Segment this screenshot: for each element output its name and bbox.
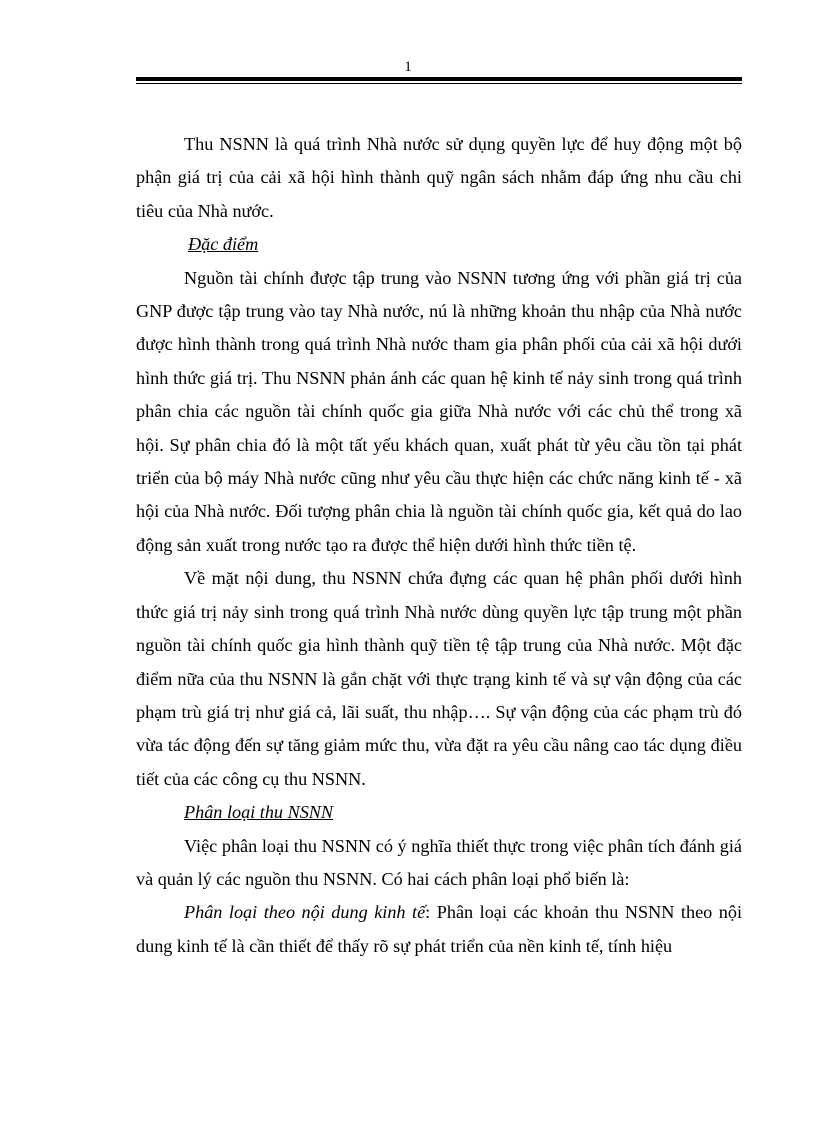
- paragraph-content: Về mặt nội dung, thu NSNN chứa đựng các quan hệ phân phối dưới hình thức giá trị nảy sinh trong quá trình Nhà nước dùng quyền lực tập trung một phần nguồn tài chính quốc gia hình thành quỹ tiền tệ tập trung của Nhà nước. Một đặc điểm nữa của thu NSNN là gắn chặt với thực trạng kinh tế và sự vận động của các phạm trù giá trị như giá cả, lãi suất, thu nhập…. Sự vận động của các phạm trù đó vừa tác động đến sự tăng giảm mức thu, vừa đặt ra yêu cầu nâng cao tác dụng điều tiết của các công cụ thu NSNN.: [136, 568, 742, 789]
- section-heading-characteristics: Đặc điểm: [188, 234, 259, 255]
- paragraph-definition: Thu NSNN là quá trình Nhà nước sử dụng quyền lực để huy động một bộ phận giá trị của cải xã hội hình thành quỹ ngân sách nhằm đáp ứng nhu cầu chi tiêu của Nhà nước.: [136, 134, 742, 221]
- header-rule-thick: [136, 77, 742, 81]
- document-body: [136, 128, 742, 963]
- paragraph-characteristics: Nguồn tài chính được tập trung vào NSNN tương ứng với phần giá trị của GNP được tập trung vào tay Nhà nước, nú là những khoản thu nhập của Nhà nước được hình thành trong quá trình Nhà nước tham gia phân phối của cải xã hội dưới hình thức giá trị. Thu NSNN phản ánh các quan hệ kinh tế nảy sinh trong quá trình phân chia các nguồn tài chính quốc gia giữa Nhà nước với các chủ thể trong xã hội. Sự phân chia đó là một tất yếu khách quan, xuất phát từ yêu cầu tồn tại phát triển của bộ máy Nhà nước cũng như yêu cầu thực hiện các chức năng kinh tế - xã hội của Nhà nước. Đối tượng phân chia là nguồn tài chính quốc gia, kết quả do lao động sản xuất trong nước tạo ra được thể hiện dưới hình thức tiền tệ.: [136, 267, 742, 555]
- run-in-label: Phân loại theo nội dung kinh tế: [184, 902, 426, 923]
- run-in-text: : Phân loại các khoản thu NSNN theo nội dung kinh tế là cần thiết để thấy rõ sự phát triển của nền kinh tế, tính hiệu: [136, 902, 742, 956]
- paragraph-classification: Việc phân loại thu NSNN có ý nghĩa thiết thực trong việc phân tích đánh giá và quản lý các nguồn thu NSNN. Có hai cách phân loại phổ biến là:: [136, 835, 742, 889]
- section-heading-classification: Phân loại thu NSNN: [184, 802, 334, 823]
- header-rule-thin: [136, 83, 742, 84]
- page-number: 1: [404, 59, 412, 75]
- paragraph-economic-content: [136, 896, 742, 963]
